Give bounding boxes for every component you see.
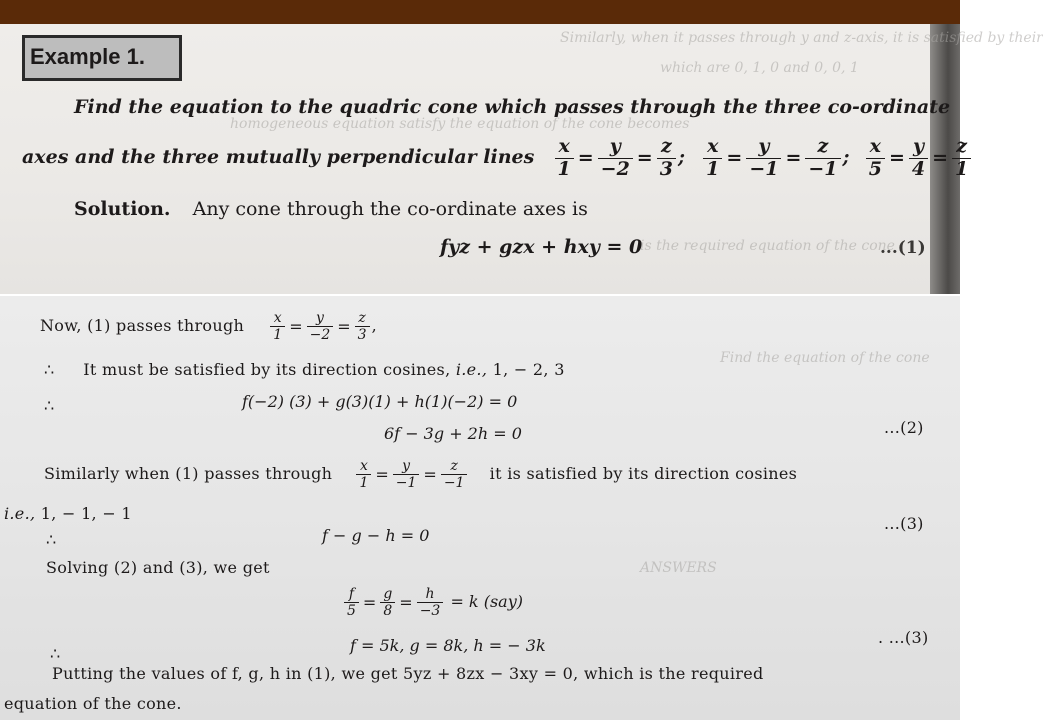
fraction: $\frac{z}{-1}$ (441, 458, 468, 491)
bleed-text: Find the equation of the cone (720, 350, 930, 366)
fraction: $\frac{y}{-1}$ (393, 458, 420, 491)
values-equation: f = 5k, g = 8k, h = − 3k (350, 636, 546, 655)
equation-3: f − g − h = 0 (322, 526, 430, 545)
now-text: Now, (1) passes through (40, 316, 245, 336)
equation-number-1: ...(1) (880, 238, 926, 258)
fraction: $\frac{g}{8}$ (380, 586, 395, 619)
bleed-text: is the required equation of the cone (640, 238, 895, 254)
fraction: $\frac{x}{1}$ (703, 136, 722, 181)
now-line: Now, (1) passes through $\frac{x}{1}$ = $\frac{y}{-2}$ = $\frac{z}{3}$ , (40, 310, 377, 344)
fraction: $\frac{y}{-2}$ (307, 310, 334, 343)
equation-number-3: ...(3) (884, 514, 924, 533)
therefore-symbol: ∴ (44, 360, 55, 379)
putting-line: Putting the values of f, g, h in (1), we get 5yz + 8zx − 3xy = 0, which is the required (52, 664, 764, 683)
direction-line-3: $\frac{x}{5}$ = $\frac{y}{4}$ = $\frac{z}{1}$ (864, 148, 974, 167)
cosines-2-line: i.e., 1, − 1, − 1 (4, 504, 132, 523)
fraction: $\frac{z}{3}$ (657, 136, 676, 181)
last-line: equation of the cone. (4, 694, 182, 713)
solution-label: Solution. (74, 198, 171, 220)
fraction: $\frac{x}{1}$ (555, 136, 574, 181)
substituted-equation: f(−2) (3) + g(3)(1) + h(1)(−2) = 0 (242, 392, 518, 411)
fraction: $\frac{f}{5}$ (344, 586, 359, 619)
bleed-text: homogeneous equation satisfy the equation of the cone becomes (230, 116, 690, 132)
problem-line-1: Find the equation to the quadric cone which passes through the three co-ordinate (74, 96, 951, 118)
fraction: $\frac{y}{-1}$ (746, 136, 781, 181)
solution-text: Any cone through the co-ordinate axes is (192, 198, 588, 220)
fraction: $\frac{x}{1}$ (356, 458, 371, 491)
equation-2: 6f − 3g + 2h = 0 (384, 424, 522, 443)
fraction: $\frac{y}{4}$ (909, 136, 928, 181)
therefore-symbol: ∴ (46, 530, 57, 549)
fraction: $\frac{h}{-3}$ (417, 586, 444, 619)
top-bar (0, 0, 960, 24)
similarly-line: Similarly when (1) passes through $\frac{x}{1}$ = $\frac{y}{-1}$ = $\frac{z}{-1}$ it is satisfied by its direction cosines (44, 458, 798, 492)
direction-line-2: $\frac{x}{1}$ = $\frac{y}{-1}$ = $\frac{z}{-1}$ ; (701, 148, 854, 167)
solving-line: Solving (2) and (3), we get (46, 558, 270, 577)
example-label: Example 1. (30, 44, 145, 69)
fraction: $\frac{y}{-2}$ (598, 136, 633, 181)
bleed-text: which are 0, 1, 0 and 0, 0, 1 (660, 60, 859, 76)
direction-line-1: $\frac{x}{1}$ = $\frac{y}{-2}$ = $\frac{z}{3}$ ; (553, 148, 691, 167)
therefore-symbol: ∴ (50, 644, 61, 663)
ratio-equation: $\frac{f}{5}$ = $\frac{g}{8}$ = $\frac{h}{-3}$ = k (say) (342, 586, 523, 619)
fraction: $\frac{z}{3}$ (355, 310, 370, 343)
solution-line (74, 198, 588, 220)
fraction: $\frac{z}{1}$ (952, 136, 971, 181)
bleed-text: Similarly, when it passes through y and z-axis, it is satisfied by their (560, 30, 1043, 46)
problem-line-2-text: axes and the three mutually perpendicular lines (22, 145, 535, 168)
problem-line-2 (22, 136, 973, 181)
equation-number-2: ...(2) (884, 418, 924, 437)
cone-equation: fyz + gzx + hxy = 0 (440, 236, 643, 258)
bleed-text: ANSWERS (640, 560, 717, 576)
fraction: $\frac{x}{5}$ (866, 136, 885, 181)
fraction: $\frac{z}{-1}$ (805, 136, 840, 181)
therefore-symbol: ∴ (44, 396, 55, 415)
fraction: $\frac{x}{1}$ (270, 310, 285, 343)
direction-cosines-line: ∴ It must be satisfied by its direction cosines, i.e., 1, − 2, 3 (44, 360, 565, 379)
equation-number-3b: . ...(3) (878, 628, 929, 647)
